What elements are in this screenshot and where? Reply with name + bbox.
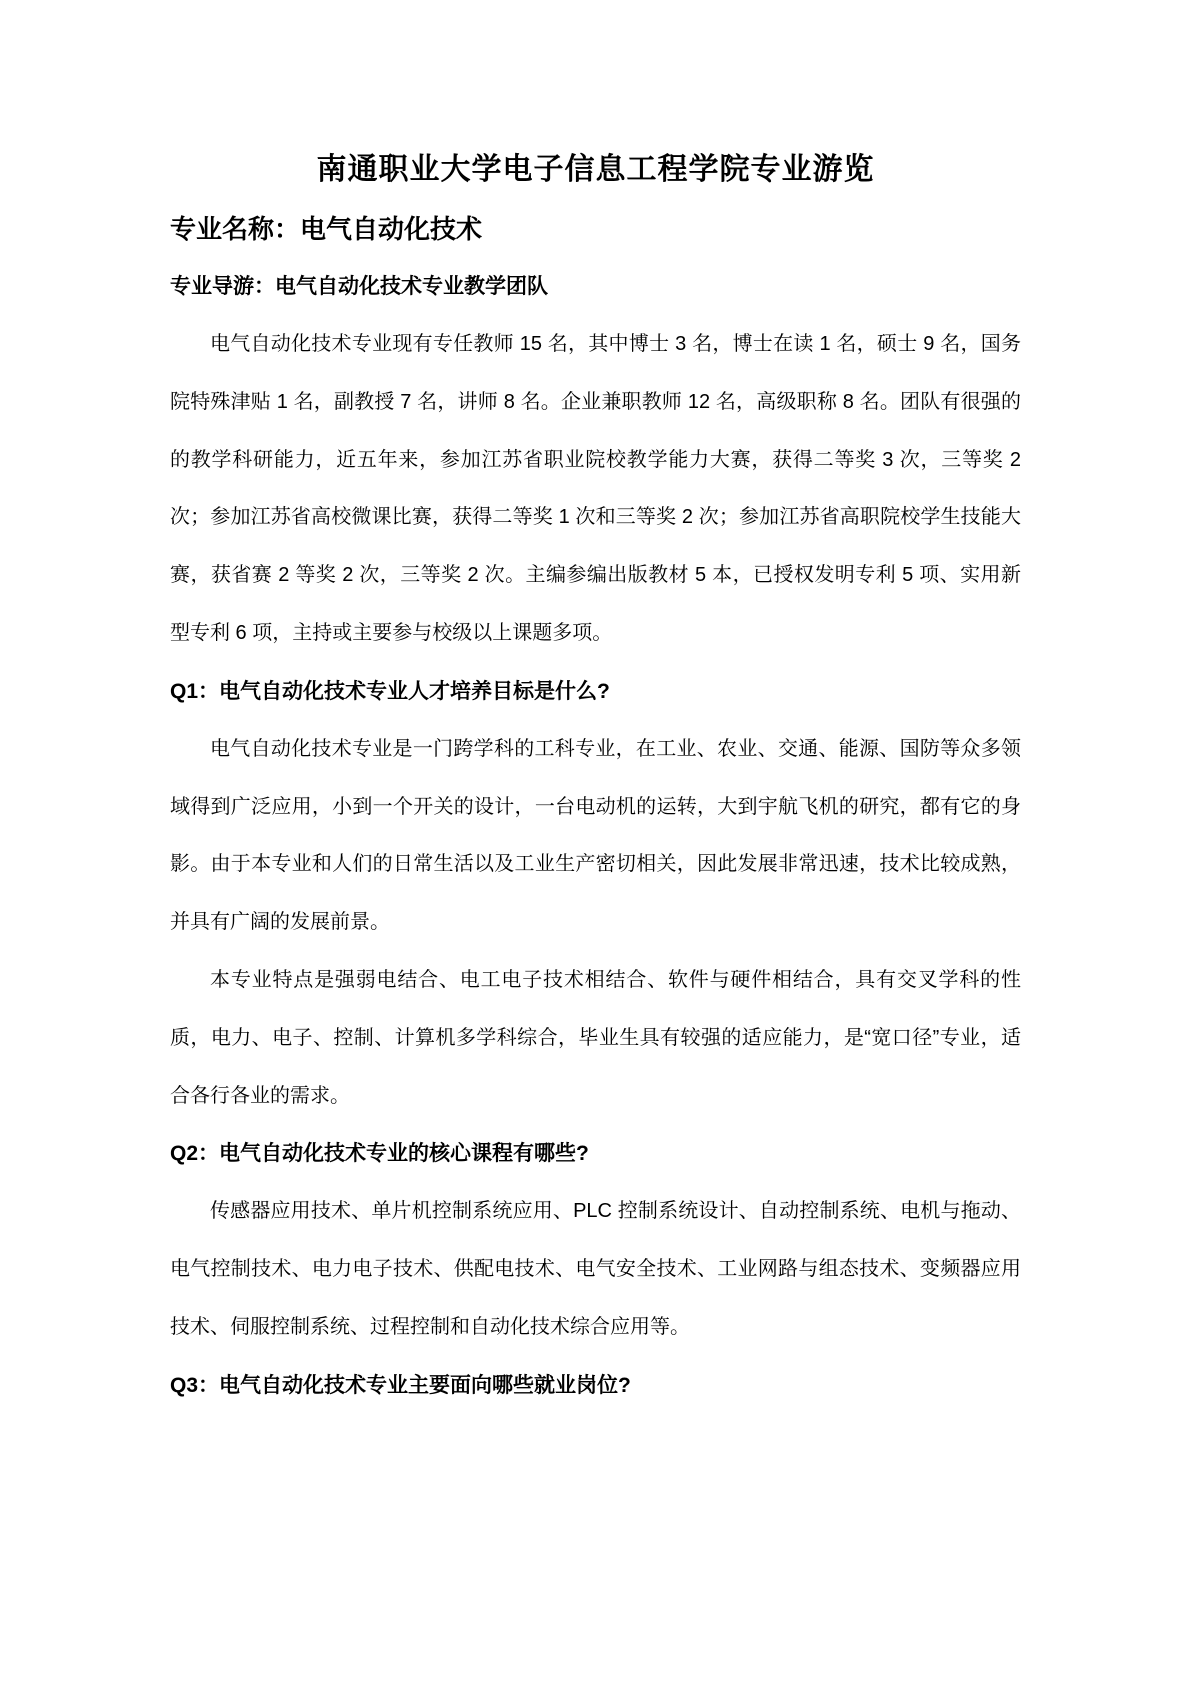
question-heading-q2: Q2：电气自动化技术专业的核心课程有哪些? — [170, 1142, 589, 1166]
q2-answer-paragraph-1: 传感器应用技术、单片机控制系统应用、PLC 控制系统设计、自动控制系统、电机与拖动、电气控制技术、电力电子技术、供配电技术、电气安全技术、工业网路与组态技术、变频器应用技术、伺服控制系统、过程控制和自动化技术综合应用等。 — [170, 1200, 1021, 1338]
major-name-heading: 专业名称：电气自动化技术 — [170, 214, 483, 244]
q1-answer-paragraph-1: 电气自动化技术专业是一门跨学科的工科专业，在工业、农业、交通、能源、国防等众多领域得到广泛应用，小到一个开关的设计，一台电动机的运转，大到宇航飞机的研究，都有它的身影。由于本专业和人们的日常生活以及工业生产密切相关，因此发展非常迅速，技术比较成熟，并具有广阔的发展前景。 — [170, 737, 1021, 934]
question-heading-q3: Q3：电气自动化技术专业主要面向哪些就业岗位? — [170, 1373, 631, 1397]
question-heading-q1: Q1：电气自动化技术专业人才培养目标是什么? — [170, 679, 610, 703]
q1-answer-paragraph-2: 本专业特点是强弱电结合、电工电子技术相结合、软件与硬件相结合，具有交叉学科的性质，电力、电子、控制、计算机多学科综合，毕业生具有较强的适应能力，是“宽口径”专业，适合各行各业的需求。 — [170, 968, 1021, 1107]
intro-paragraph: 电气自动化技术专业现有专任教师 15 名，其中博士 3 名，博士在读 1 名，硕士 9 名，国务院特殊津贴 1 名，副教授 7 名，讲师 8 名。企业兼职教师 12 名，高级职称 8 名。团队有很强的的教学科研能力，近五年来，参加江苏省职业院校教学能力大赛，获得二等奖 3 次，三等奖 2 次；参加江苏省高校微课比赛，获得二等奖 1 次和三等奖 2 次；参加江苏省高职院校学生技能大赛，获省赛 2 等奖 2 次，三等奖 2 次。主编参编出版教材 5 本，已授权发明专利 5 项、实用新型专利 6 项，主持或主要参与校级以上课题多项。 — [170, 333, 1021, 644]
document-content — [170, 140, 1021, 1415]
document-title: 南通职业大学电子信息工程学院专业游览 — [316, 153, 875, 186]
major-guide-heading: 专业导游：电气自动化技术专业教学团队 — [170, 275, 548, 298]
